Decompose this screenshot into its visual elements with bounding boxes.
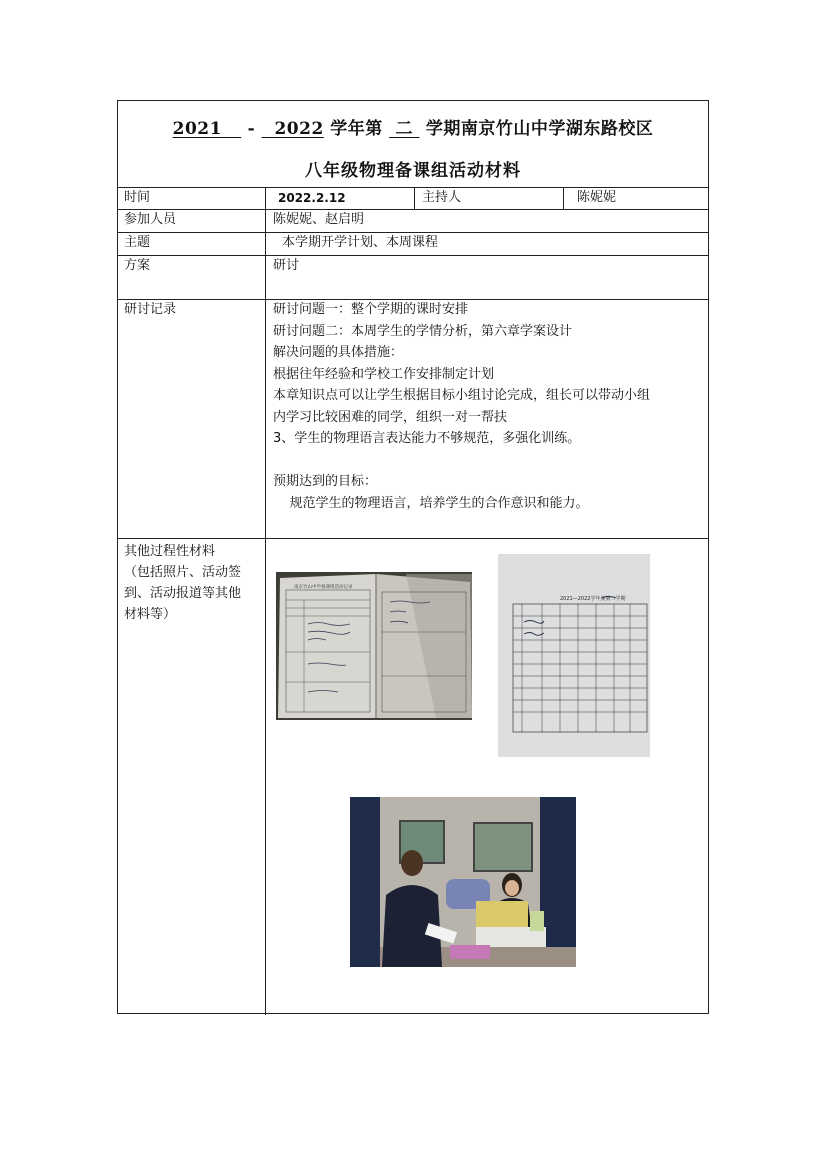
column-divider xyxy=(265,187,266,1015)
time-value: 2022.2.12 xyxy=(278,191,346,205)
record-label: 研讨记录 xyxy=(124,302,177,317)
form-subtitle: 八年级物理备课组活动材料 xyxy=(305,161,521,181)
record-line: 预期达到的目标： xyxy=(273,474,378,489)
topic-value: 本学期开学计划、本周课程 xyxy=(282,235,439,250)
divider xyxy=(118,255,708,256)
topic-label: 主题 xyxy=(124,235,151,250)
participants-value: 陈妮妮、赵启明 xyxy=(273,212,365,227)
record-line: 本章知识点可以让学生根据目标小组讨论完成，组长可以带动小组 xyxy=(273,388,651,403)
other-materials-label: 其他过程性材料 （包括照片、活动签 到、活动报道等其他 材料等） xyxy=(124,544,242,622)
year-end: 2022 xyxy=(274,119,324,139)
divider xyxy=(118,187,708,188)
divider xyxy=(118,538,708,539)
column-divider xyxy=(563,187,564,209)
plan-value: 研讨 xyxy=(273,258,300,273)
photo2-heading: 2021—2022学年度第二学期 xyxy=(560,596,626,602)
activity-form-table xyxy=(117,100,709,1014)
host-label: 主持人 xyxy=(422,190,462,205)
record-line: 内学习比较困难的同学，组织一对一帮扶 xyxy=(273,409,508,425)
photo1-heading: 南京竹山中学备课组活动记录 xyxy=(294,585,353,590)
record-line: 解决问题的具体措施： xyxy=(273,345,404,360)
school-year-text: 学年第 xyxy=(330,119,383,139)
record-line xyxy=(273,450,703,472)
term: 二 xyxy=(395,119,414,139)
divider xyxy=(118,209,708,210)
column-divider xyxy=(414,187,415,209)
record-line: 根据往年经验和学校工作安排制定计划 xyxy=(273,366,495,382)
plan-label: 方案 xyxy=(124,258,151,273)
record-line: 规范学生的物理语言，培养学生的合作意识和能力。 xyxy=(273,495,589,511)
divider xyxy=(118,232,708,233)
participants-label: 参加人员 xyxy=(124,212,177,227)
time-label: 时间 xyxy=(124,190,151,205)
record-line: 研讨问题二：本周学生的学情分析，第六章学案设计 xyxy=(273,323,573,339)
record-line: 3、学生的物理语言表达能力不够规范，多强化训练。 xyxy=(273,431,581,446)
record-content xyxy=(273,299,703,514)
term-suffix: 学期南京竹山中学湖东路校区 xyxy=(425,119,654,139)
year-dash: - xyxy=(247,119,256,139)
form-title xyxy=(118,114,708,139)
record-line: 研讨问题一：整个学期的课时安排 xyxy=(273,302,469,317)
year-start: 2021 xyxy=(172,119,222,139)
host-value: 陈妮妮 xyxy=(577,190,617,205)
meeting-photo xyxy=(350,797,576,967)
notebook-photo xyxy=(276,572,472,720)
schedule-form-photo xyxy=(498,554,650,757)
